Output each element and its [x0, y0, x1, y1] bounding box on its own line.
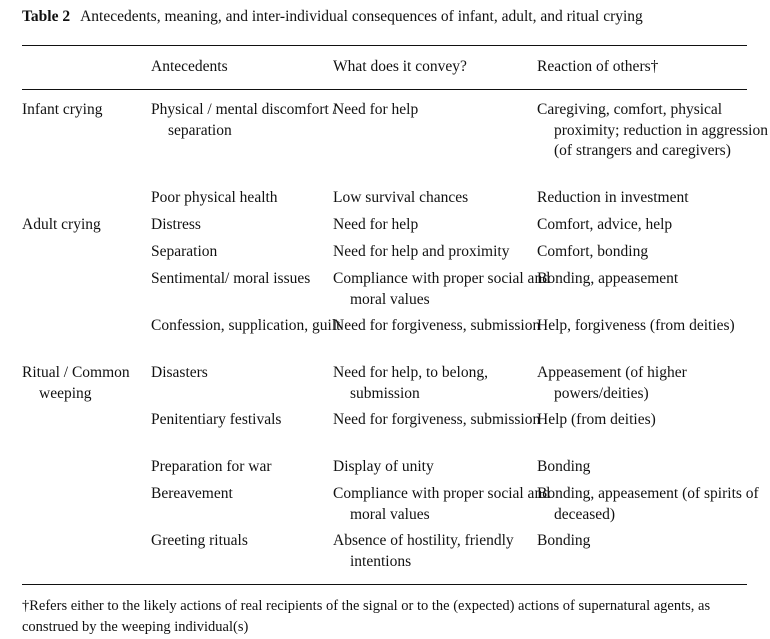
table-cell: Bonding [537, 532, 591, 549]
table-cell: Need for help, to belong, submission [333, 364, 488, 402]
bottom-rule [22, 584, 747, 585]
table-cell: Greeting rituals [151, 532, 248, 549]
table-cell: Confession, supplication, guilt [151, 317, 341, 334]
table-cell: Bonding, appeasement [537, 270, 679, 287]
table-cell: Compliance with proper social and moral values [333, 485, 550, 523]
table-caption-text: Antecedents, meaning, and inter-individual consequences of infant, adult, and ritual crying [80, 8, 643, 25]
table-cell: Separation [151, 243, 218, 260]
table-cell: Need for forgiveness, submission [333, 411, 541, 428]
table-cell: Bereavement [151, 485, 233, 502]
header-reaction-of-others: Reaction of others† [537, 58, 659, 75]
table-cell: Comfort, advice, help [537, 216, 673, 233]
table-cell: Comfort, bonding [537, 243, 649, 260]
table-cell: Absence of hostility, friendly intentions [333, 532, 514, 570]
header-rule [22, 89, 747, 90]
table-cell: Appeasement (of higher powers/deities) [537, 364, 687, 402]
table-cell: Bonding [537, 458, 591, 475]
table-cell: Display of unity [333, 458, 434, 475]
table-footnote: †Refers either to the likely actions of real recipients of the signal or to the (expected) actions of supernatural agents, as construed by the weeping individual(s) [22, 598, 711, 635]
table-cell: Preparation for war [151, 458, 272, 475]
table-cell: Need for help and proximity [333, 243, 510, 260]
table-label: Table 2 [22, 8, 71, 25]
table-cell: Adult crying [22, 216, 101, 233]
table-cell: Low survival chances [333, 189, 469, 206]
table-cell: Help (from deities) [537, 411, 656, 428]
table-caption [22, 8, 643, 26]
table-cell: Infant crying [22, 101, 103, 118]
table-cell: Need for help [333, 101, 419, 118]
header-what-it-conveys: What does it convey? [333, 58, 467, 75]
table-cell: Reduction in investment [537, 189, 689, 206]
header-antecedents: Antecedents [151, 58, 228, 75]
table-cell: Poor physical health [151, 189, 278, 206]
top-rule [22, 45, 747, 46]
table-cell: Disasters [151, 364, 208, 381]
table-cell: Ritual / Common weeping [22, 364, 130, 402]
table-cell: Penitentiary festivals [151, 411, 282, 428]
table-cell: Caregiving, comfort, physical proximity; reduction in aggression (of strangers and caregivers) [537, 101, 768, 159]
table-cell: Distress [151, 216, 201, 233]
table-cell: Sentimental/ moral issues [151, 270, 311, 287]
table-cell: Bonding, appeasement (of spirits of deceased) [537, 485, 759, 523]
table-cell: Need for help [333, 216, 419, 233]
table-cell: Need for forgiveness, submission [333, 317, 541, 334]
table-cell: Help, forgiveness (from deities) [537, 317, 735, 334]
table-cell: Compliance with proper social and moral values [333, 270, 550, 308]
table-cell: Physical / mental discomfort / separation [151, 101, 337, 139]
